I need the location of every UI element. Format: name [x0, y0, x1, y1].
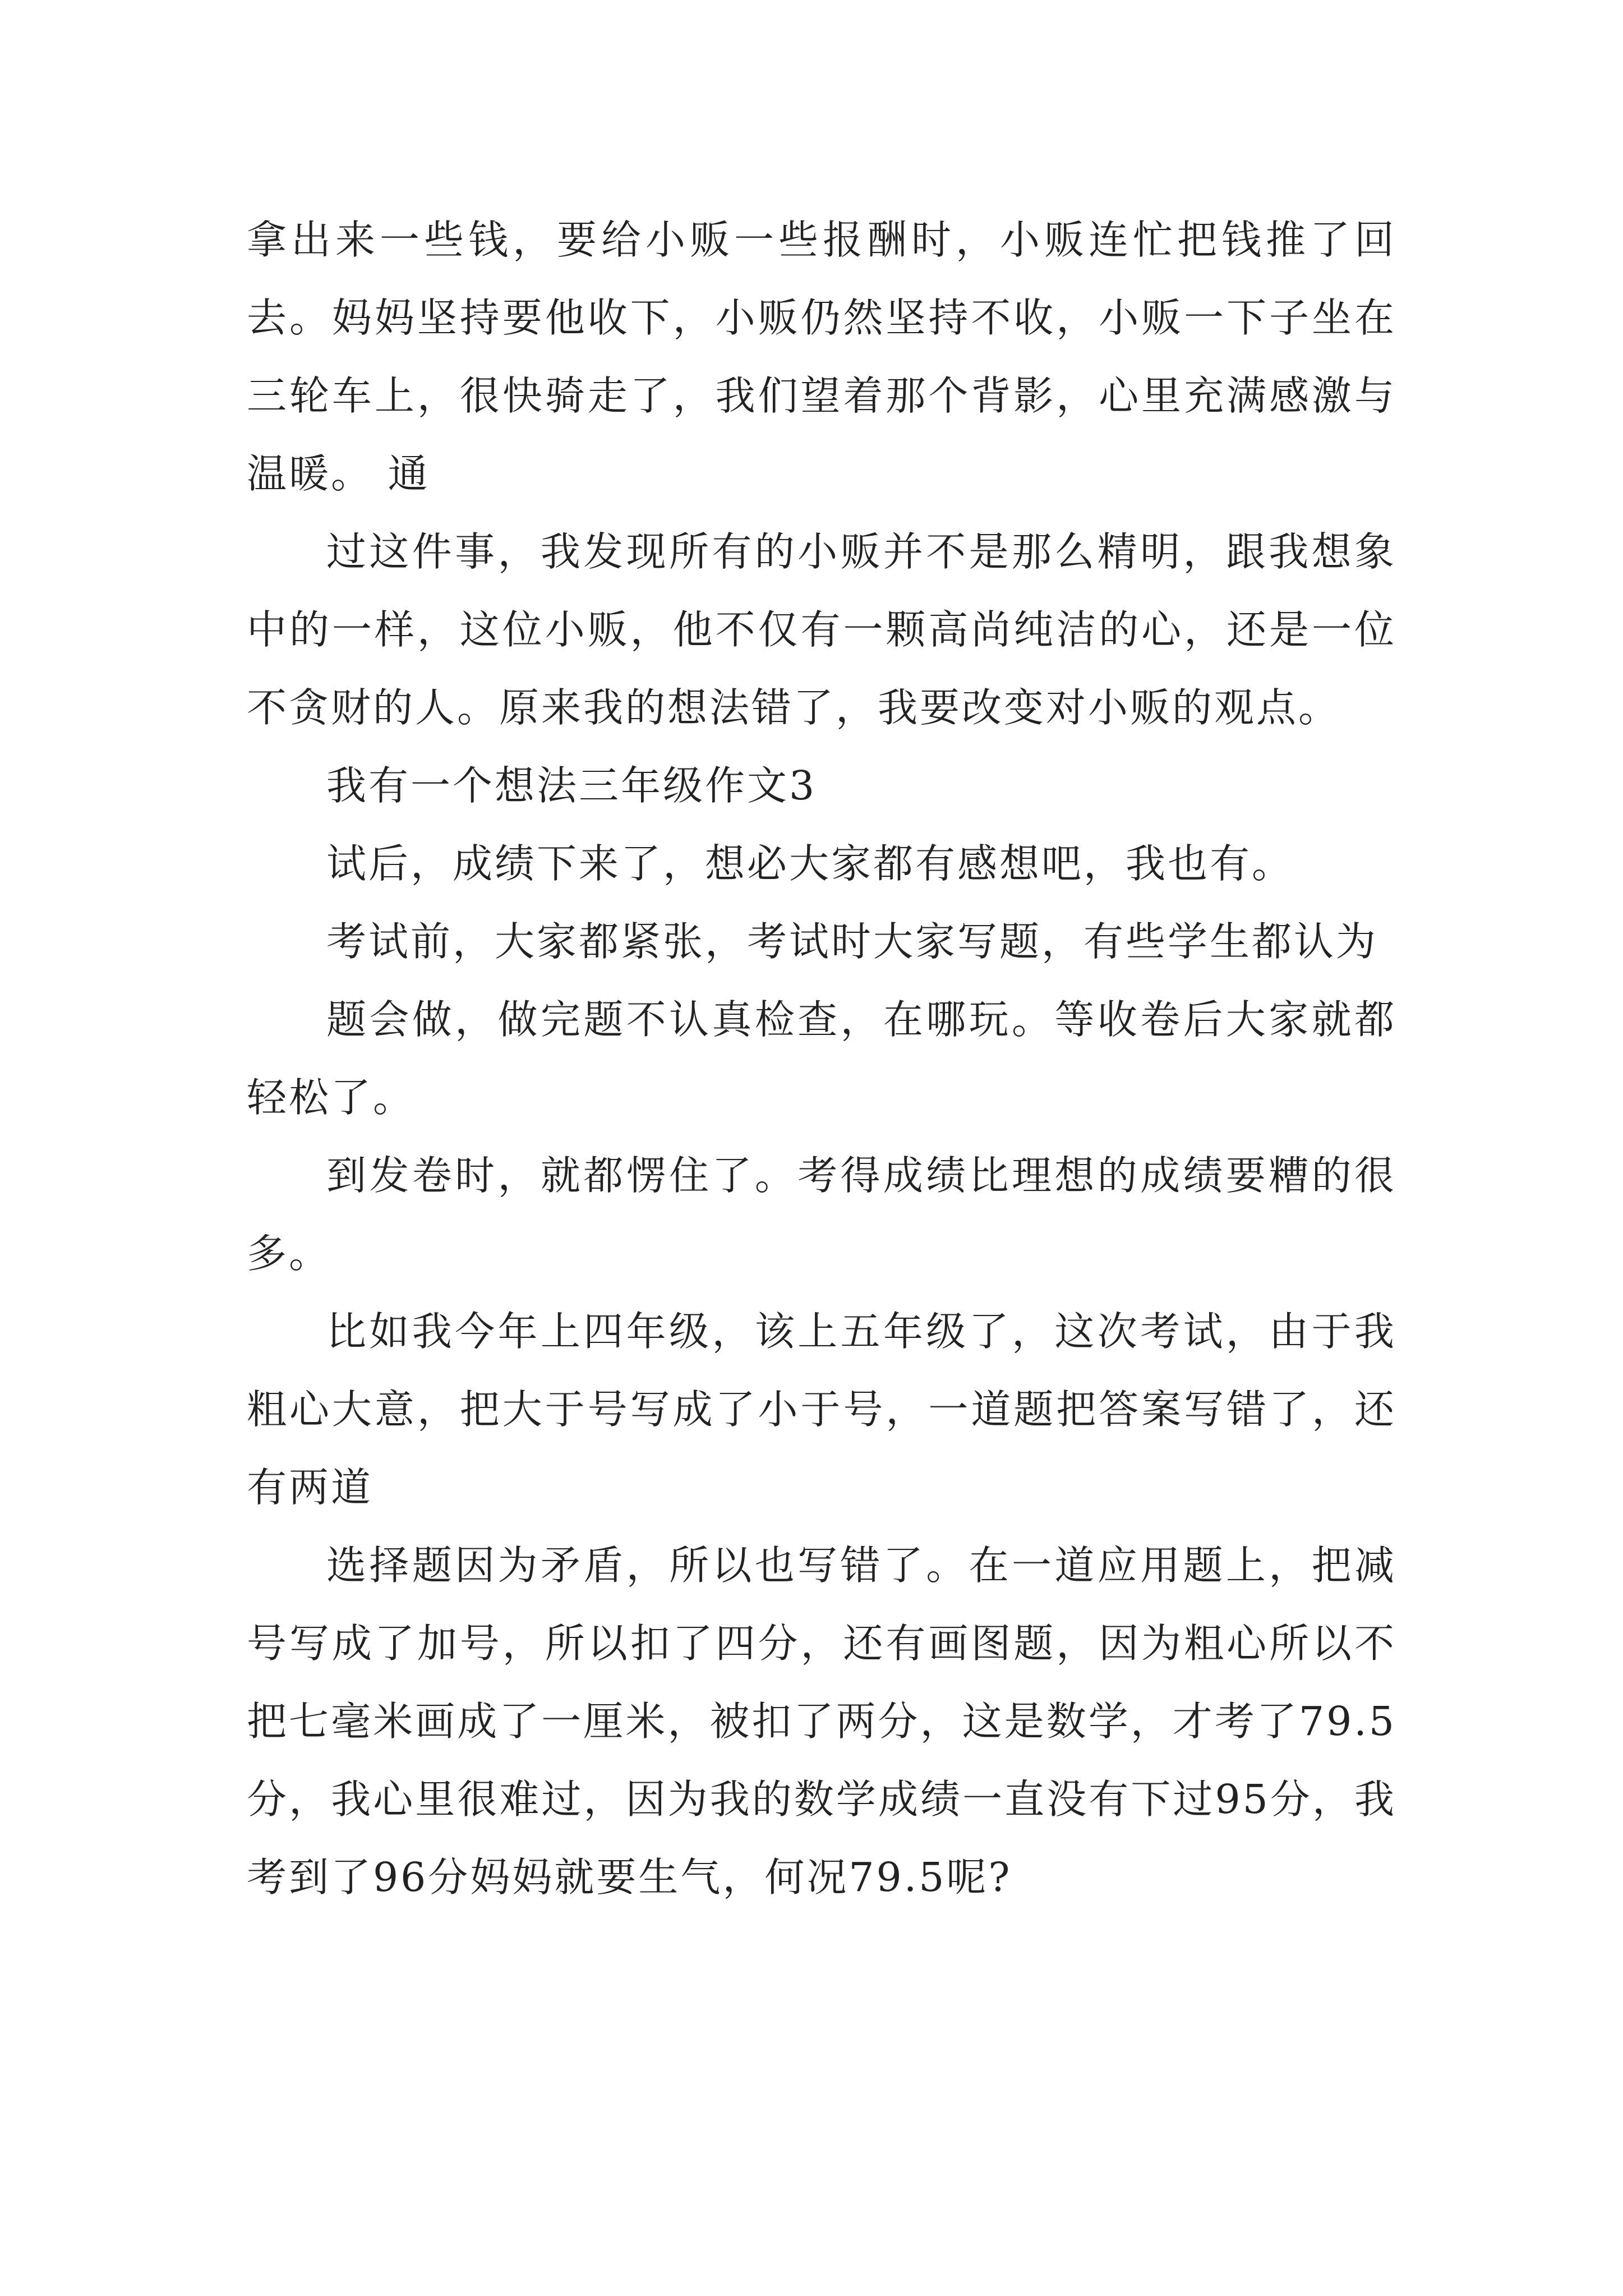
paragraph-continuation: 拿出来一些钱，要给小贩一些报酬时，小贩连忙把钱推了回去。妈妈坚持要他收下，小贩仍然坚持不收，小贩一下子坐在三轮车上，很快骑走了，我们望着那个背影，心里充满感激与温暖。 通 — [247, 217, 1396, 497]
paragraph: 过这件事，我发现所有的小贩并不是那么精明，跟我想象中的一样，这位小贩，他不仅有一颗高尚纯洁的心，还是一位不贪财的人。原来我的想法错了，我要改变对小贩的观点。 — [247, 528, 1396, 731]
paragraph: 到发卷时，就都愣住了。考得成绩比理想的成绩要糟的很多。 — [247, 1152, 1396, 1277]
paragraph: 比如我今年上四年级，该上五年级了，这次考试，由于我粗心大意，把大于号写成了小于号，一道题把答案写错了，还有两道 — [247, 1308, 1396, 1511]
paragraph: 考试前，大家都紧张，考试时大家写题，有些学生都认为 — [326, 918, 1378, 965]
paragraph: 试后，成绩下来了，想必大家都有感想吧，我也有。 — [326, 840, 1294, 887]
paragraph: 选择题因为矛盾，所以也写错了。在一道应用题上，把减号写成了加号，所以扣了四分，还有画图题，因为粗心所以不把七毫米画成了一厘米，被扣了两分，这是数学，才考了79.5分，我心里很难过，因为我的数学成绩一直没有下过95分，我考到了96分妈妈就要生气，何况79.5呢? — [247, 1542, 1396, 1901]
document-body — [247, 201, 1396, 1916]
essay-title: 我有一个想法三年级作文3 — [326, 762, 817, 809]
paragraph: 题会做，做完题不认真检查，在哪玩。等收卷后大家就都轻松了。 — [247, 996, 1396, 1121]
